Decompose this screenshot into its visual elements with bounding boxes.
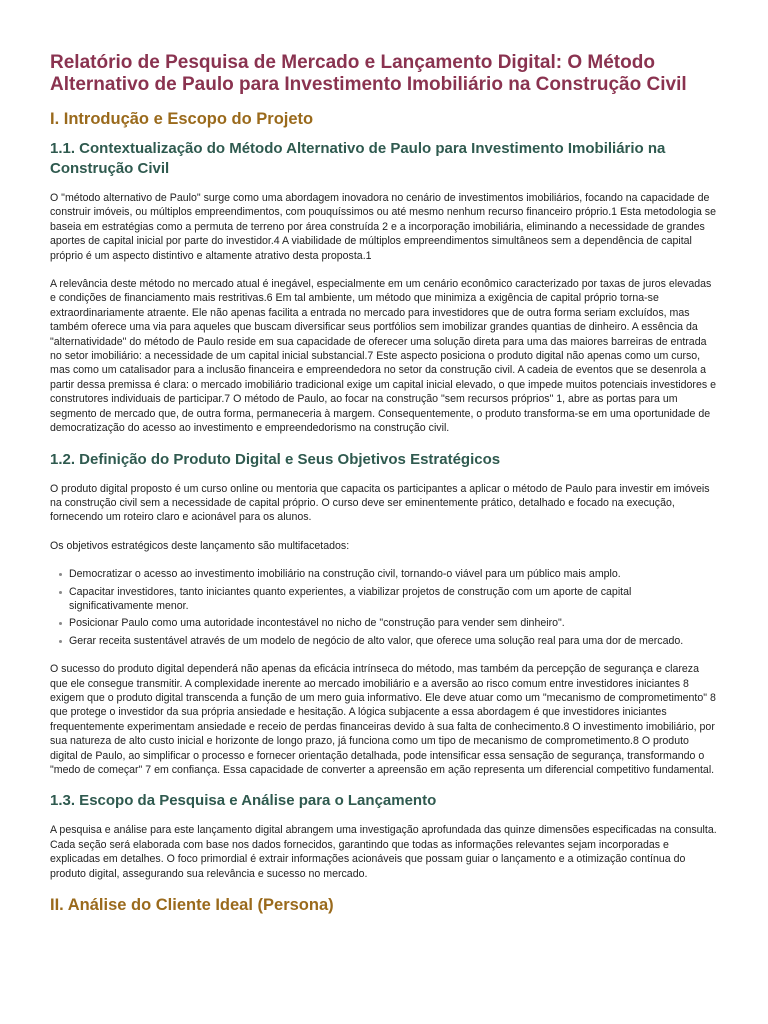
paragraph: A pesquisa e análise para este lançamento digital abrangem uma investigação aprofundada das quinze dimensões especificadas na consulta. Cada seção será elaborada com base nos dados fornecidos, garantindo que todas as informações relevantes sejam incorporadas e explicadas em detalhes. O foco primordial é extrair informações acionáveis que possam guiar o lançamento e a otimização contínua do produto digital, assegurando sua relevância e sucesso no mercado. [50, 824, 717, 880]
paragraph: O produto digital proposto é um curso online ou mentoria que capacita os participantes a aplicar o método de Paulo para investir em imóveis na construção civil sem a necessidade de capital próprio. O curso deve ser eminentemente prático, detalhado e focado na execução, fornecendo um roteiro claro e acionável para os alunos. [50, 482, 710, 524]
bullet-icon [59, 591, 62, 594]
list-item [69, 634, 718, 648]
paragraph: Os objetivos estratégicos deste lançamento são multifacetados: [50, 539, 350, 552]
subsection-heading-1-3: 1.3. Escopo da Pesquisa e Análise para o Lançamento [50, 792, 437, 810]
document-title: Relatório de Pesquisa de Mercado e Lançamento Digital: O Método Alternativo de Paulo para Investimento Imobiliário na Construção Civil [50, 52, 687, 95]
bullet-icon [59, 622, 62, 625]
section-heading-introduction: I. Introdução e Escopo do Projeto [50, 110, 314, 128]
list-item [69, 585, 718, 614]
list-item-text: Capacitar investidores, tanto iniciantes quanto experientes, a viabilizar projetos de construção com um aporte de capital significativamente menor. [69, 585, 632, 612]
paragraph: A relevância deste método no mercado atual é inegável, especialmente em um cenário econômico caracterizado por taxas de juros elevadas e condições de financiamento mais restritivas.6 Em tal ambiente, um método que minimiza a exigência de capital próprio torna-se extraordinariamente atraente. Ele não apenas facilita a entrada no mercado para investidores que de outra forma seriam excluídos, mas também oferece uma via para aqueles que buscam diversificar seus portfólios sem imobilizar grandes quantias de dinheiro. A essência da "alternatividade" do método de Paulo reside em sua capacidade de oferecer uma solução direta para uma das maiores barreiras de entrada no setor imobiliário: a necessidade de um capital inicial substancial.7 Este aspecto posiciona o produto digital não apenas como um curso, mas como um catalisador para a inclusão financeira e empreendedora no setor da construção civil. A cadeia de eventos que se desenrola a partir dessa premissa é clara: o mercado imobiliário tradicional exige um capital inicial elevado, o que impede muitos potenciais investidores e construtores individuais de participar.7 O método de Paulo, ao focar na construção "sem recursos próprios" 1, abre as portas para um segmento de mercado que, de outra forma, permaneceria à margem. Consequentemente, o produto transforma-se em uma oportunidade de democratização do acesso ao investimento e empreendedorismo na construção civil. [50, 278, 716, 435]
list-item-text: Posicionar Paulo como uma autoridade incontestável no nicho de "construção para vender sem dinheiro". [69, 617, 565, 630]
paragraph: O "método alternativo de Paulo" surge como uma abordagem inovadora no cenário de investimentos imobiliários, focando na capacidade de construir imóveis, ou múltiplos empreendimentos, com pouquíssimos ou até mesmo nenhum recurso financeiro próprio.1 Esta metodologia se baseia em estratégias como a permuta de terreno por área construída 2 e a incorporação imobiliária, eliminando a necessidade de grandes aportes de capital inicial por parte do investidor.4 A viabilidade de múltiplos empreendimentos simultâneos sem a dependência de capital próprio é um aspecto distintivo e altamente atrativo desta proposta.1 [50, 192, 716, 262]
section-heading-persona: II. Análise do Cliente Ideal (Persona) [50, 896, 334, 915]
paragraph: O sucesso do produto digital dependerá não apenas da eficácia intrínseca do método, mas também da percepção de segurança e clareza que ele consegue transmitir. A complexidade inerente ao mercado imobiliário e a aversão ao risco comum entre investidores iniciantes 8 exigem que o produto digital transcenda a função de um mero guia informativo. Ele deve atuar como um "mecanismo de comprometimento" 8 que protege o investidor da sua própria ansiedade e hesitação. A lógica subjacente a essa abordagem é que investidores iniciantes frequentemente experimentam ansiedade e receio de perdas financeiras devido à sua falta de conhecimento.8 O investimento imobiliário, por sua natureza de alto custo inicial e horizonte de longo prazo, já funciona como um tipo de mecanismo de comprometimento.8 O produto digital de Paulo, ao simplificar o processo e fornecer orientação detalhada, pode intensificar essa sensação de segurança, transformando o "medo de começar" 7 em confiança. Essa capacidade de converter a apreensão em ação representa um diferencial competitivo fundamental. [50, 663, 716, 776]
objectives-list [50, 567, 718, 648]
list-item [69, 567, 718, 581]
list-item [69, 616, 718, 630]
subsection-heading-1-1: 1.1. Contextualização do Método Alternativo de Paulo para Investimento Imobiliário na Construção Civil [50, 140, 666, 177]
bullet-icon [59, 573, 62, 576]
list-item-text: Gerar receita sustentável através de um modelo de negócio de alto valor, que oferece uma solução real para uma dor de mercado. [69, 634, 684, 647]
subsection-heading-1-2: 1.2. Definição do Produto Digital e Seus Objetivos Estratégicos [50, 450, 501, 468]
list-item-text: Democratizar o acesso ao investimento imobiliário na construção civil, tornando-o viável para um público mais amplo. [69, 568, 621, 581]
bullet-icon [59, 640, 62, 643]
